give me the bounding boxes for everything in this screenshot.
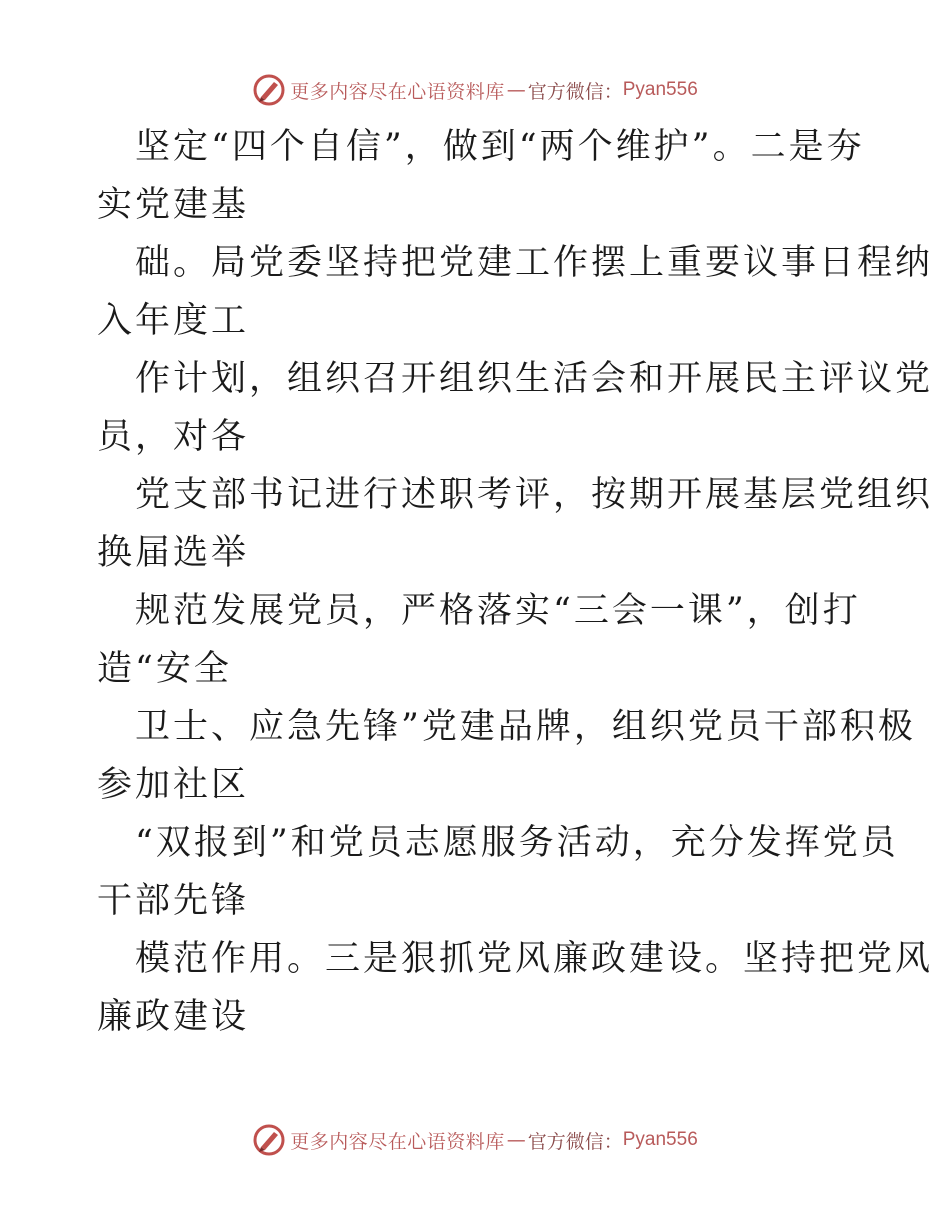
pen-logo-icon: [252, 1123, 286, 1157]
text-line: 实党建基: [97, 185, 250, 225]
watermark-main-text: 更多内容尽在心语资料库: [290, 1130, 505, 1153]
watermark-wechat-id: Pyan556: [622, 79, 698, 100]
text-line: 规范发展党员，严格落实“三会一课”，创打: [135, 591, 861, 631]
text-line: 廉政建设: [97, 997, 250, 1037]
footer-watermark: [0, 1120, 950, 1160]
pen-logo-icon: [252, 73, 286, 107]
text-line: 入年度工: [97, 301, 250, 341]
text-line: 作计划，组织召开组织生活会和开展民主评议党: [135, 359, 934, 399]
text-line: 造“安全: [97, 649, 232, 689]
text-line: 党支部书记进行述职考评，按期开展基层党组织: [135, 475, 934, 515]
watermark-dash: —: [506, 1129, 526, 1151]
watermark-wechat-id: Pyan556: [622, 1129, 698, 1150]
text-line: 卫士、应急先锋”党建品牌，组织党员干部积极: [135, 707, 916, 747]
document-body: [97, 118, 934, 1046]
text-line: 换届选举: [97, 533, 250, 573]
text-line: 参加社区: [97, 765, 250, 805]
text-line: “双报到”和党员志愿服务活动，充分发挥党员: [135, 823, 899, 863]
text-line: 坚定“四个自信”，做到“两个维护”。二是夯: [135, 127, 865, 167]
text-line: 员，对各: [97, 417, 250, 457]
watermark-dash: —: [506, 79, 526, 101]
watermark-main-text: 更多内容尽在心语资料库: [290, 80, 505, 103]
watermark-wechat-label: 官方微信：: [527, 80, 623, 103]
watermark-wechat-label: 官方微信：: [527, 1130, 623, 1153]
text-line: 础。局党委坚持把党建工作摆上重要议事日程纳: [135, 243, 934, 283]
header-watermark: [0, 70, 950, 110]
text-line: 干部先锋: [97, 881, 250, 921]
text-line: 模范作用。三是狠抓党风廉政建设。坚持把党风: [135, 939, 934, 979]
